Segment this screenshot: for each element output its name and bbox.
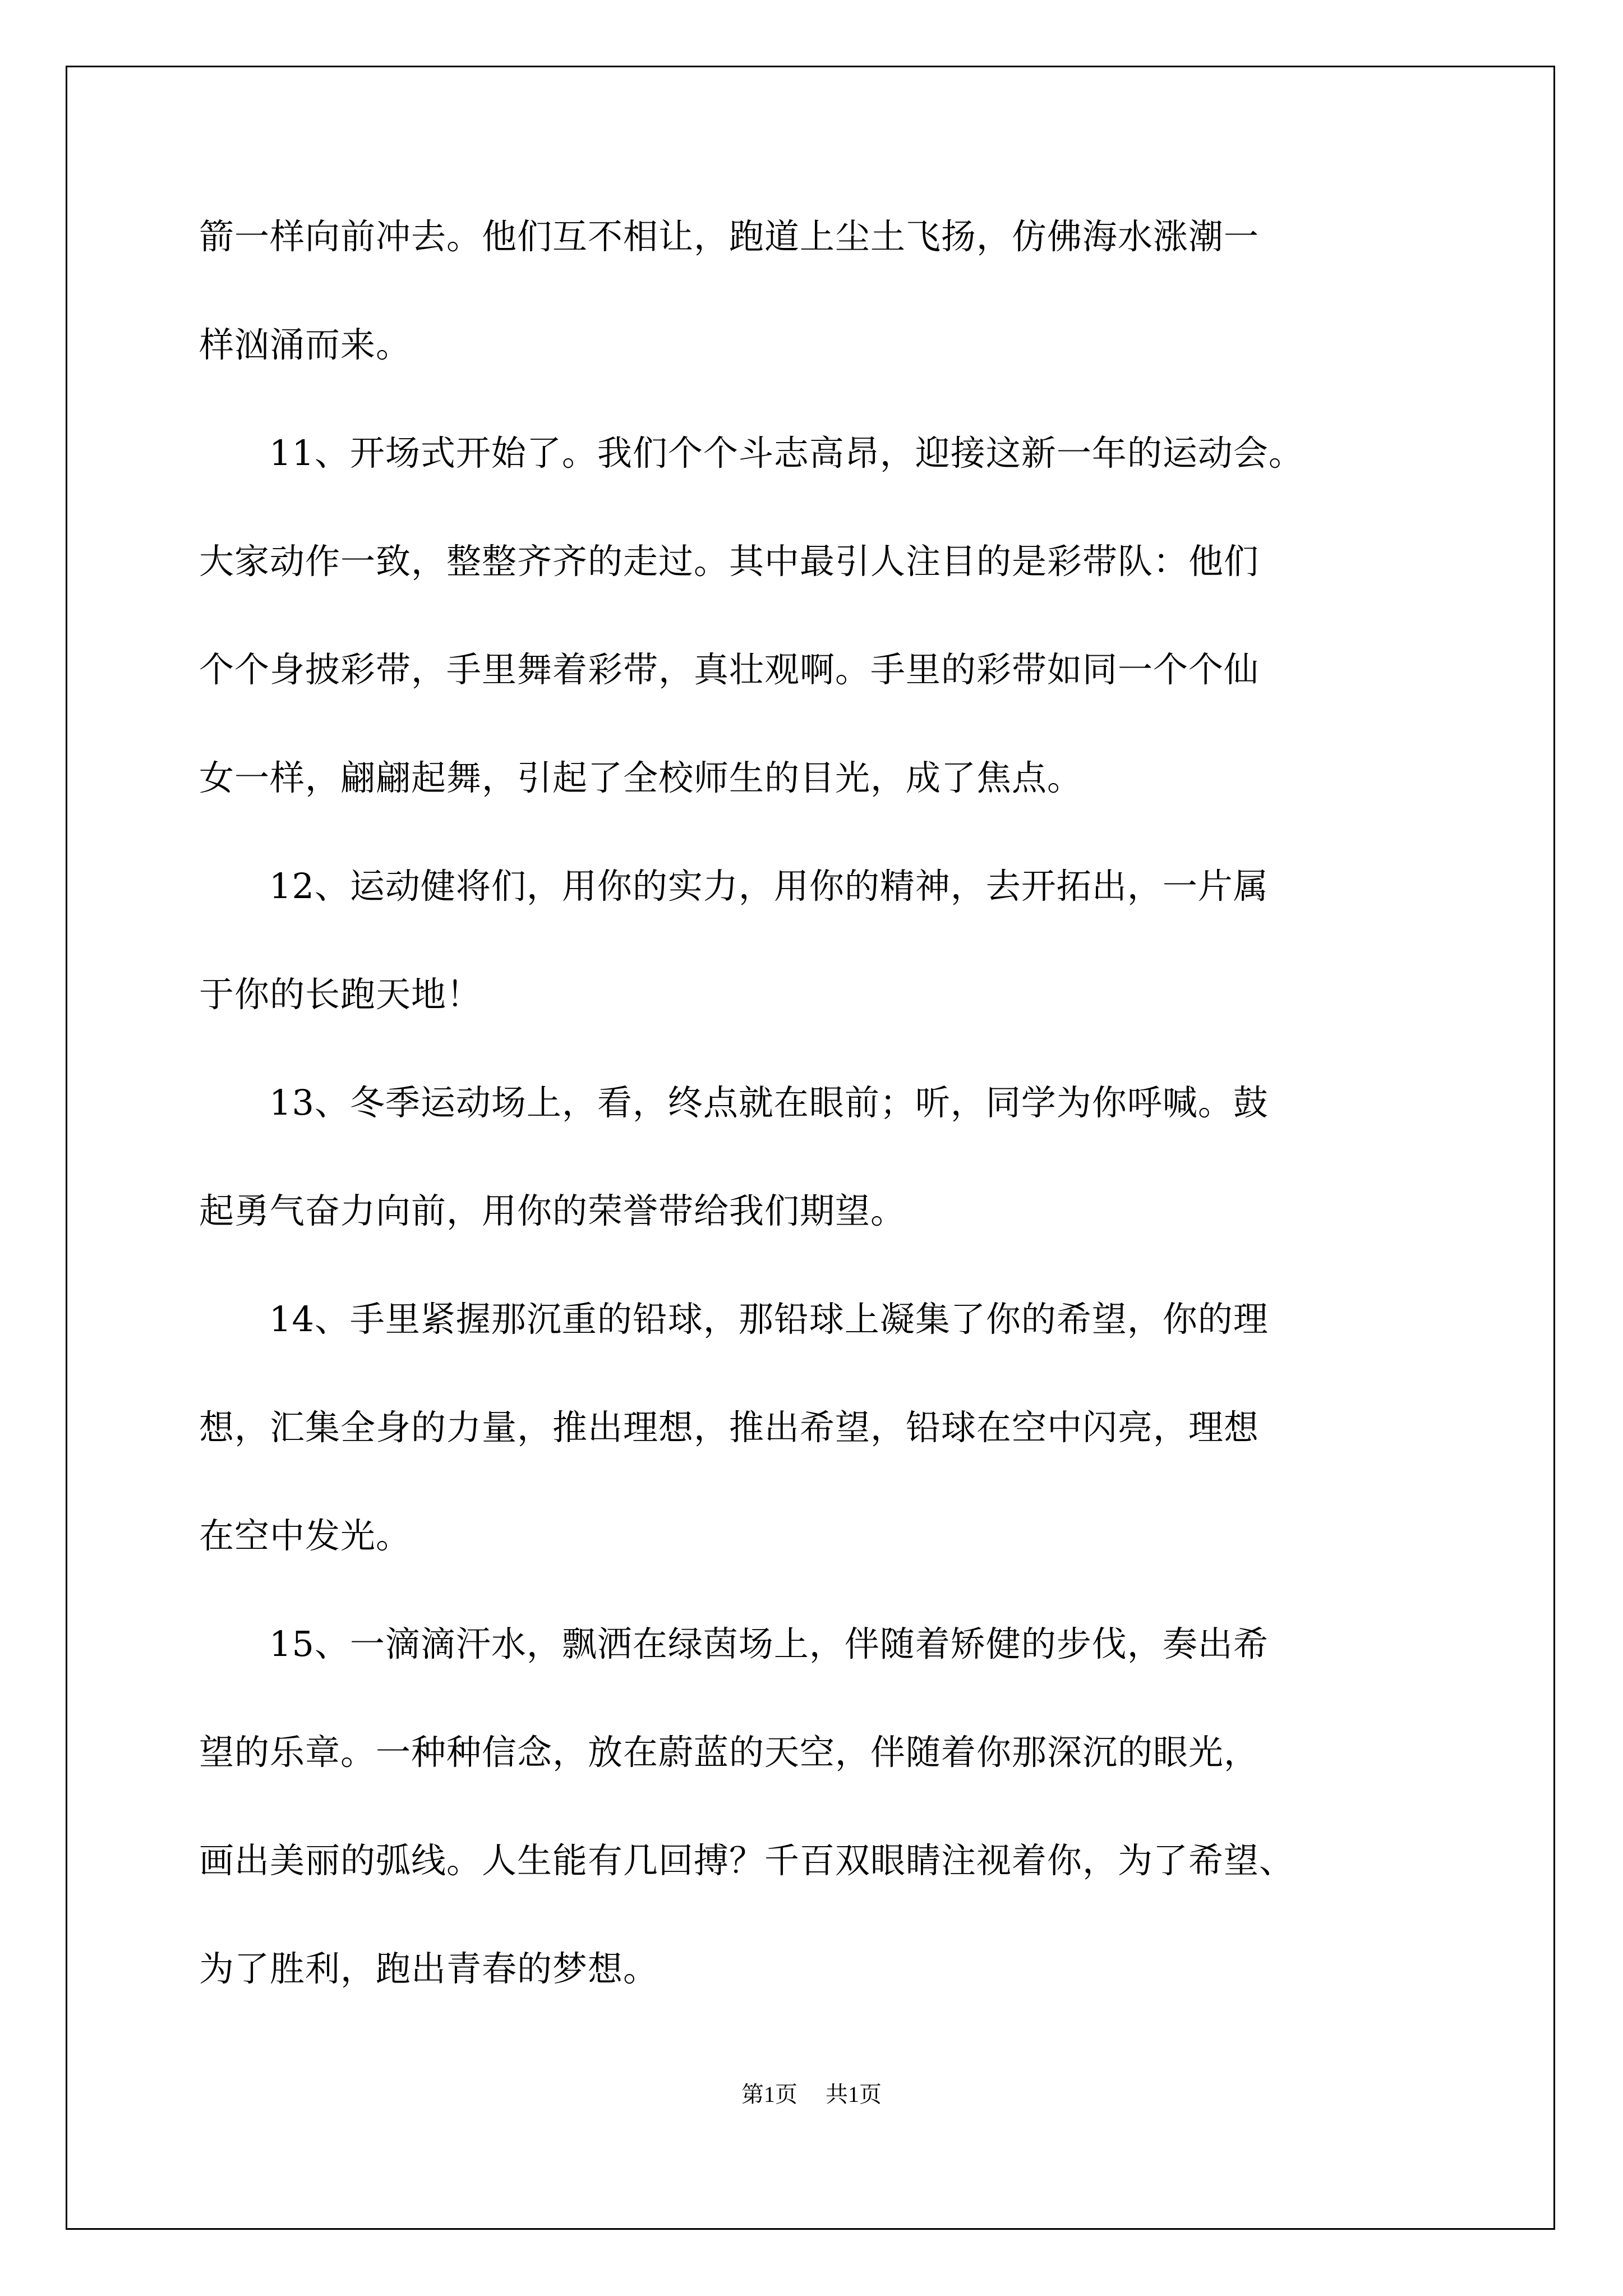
page-footer [0, 2077, 1623, 2109]
text-line: 12、运动健将们，用你的实力，用你的精神，去开拓出，一片属 [269, 866, 1269, 907]
text-line: 在空中发光。 [199, 1515, 412, 1556]
text-line: 于你的长跑天地！ [199, 974, 482, 1015]
page-total: 共1页 [826, 2082, 882, 2107]
text-line: 11、开场式开始了。我们个个斗志高昂，迎接这新一年的运动会。 [269, 432, 1304, 473]
text-line: 画出美丽的弧线。人生能有几回搏？千百双眼睛注视着你，为了希望、 [199, 1840, 1295, 1881]
text-line: 个个身披彩带，手里舞着彩带，真壮观啊。手里的彩带如同一个个仙 [199, 649, 1260, 690]
text-line: 15、一滴滴汗水，飘洒在绿茵场上，伴随着矫健的步伐，奏出希 [269, 1623, 1269, 1664]
text-line: 望的乐章。一种种信念，放在蔚蓝的天空，伴随着你那深沉的眼光， [199, 1732, 1260, 1773]
text-line: 想，汇集全身的力量，推出理想，推出希望，铅球在空中闪亮，理想 [199, 1407, 1260, 1448]
page-number: 第1页 [741, 2082, 797, 2107]
text-line: 13、冬季运动场上，看，终点就在眼前；听，同学为你呼喊。鼓 [269, 1082, 1269, 1123]
text-line: 样汹涌而来。 [199, 324, 412, 365]
text-line: 大家动作一致，整整齐齐的走过。其中最引人注目的是彩带队：他们 [199, 541, 1260, 582]
document-body [199, 214, 1427, 2055]
text-line: 起勇气奋力向前，用你的荣誉带给我们期望。 [199, 1190, 906, 1231]
text-line: 14、手里紧握那沉重的铅球，那铅球上凝集了你的希望，你的理 [269, 1299, 1269, 1340]
text-line: 为了胜利，跑出青春的梦想。 [199, 1948, 659, 1989]
text-line: 女一样，翩翩起舞，引起了全校师生的目光，成了焦点。 [199, 757, 1083, 798]
text-line: 箭一样向前冲去。他们互不相让，跑道上尘土飞扬，仿佛海水涨潮一 [199, 216, 1260, 257]
